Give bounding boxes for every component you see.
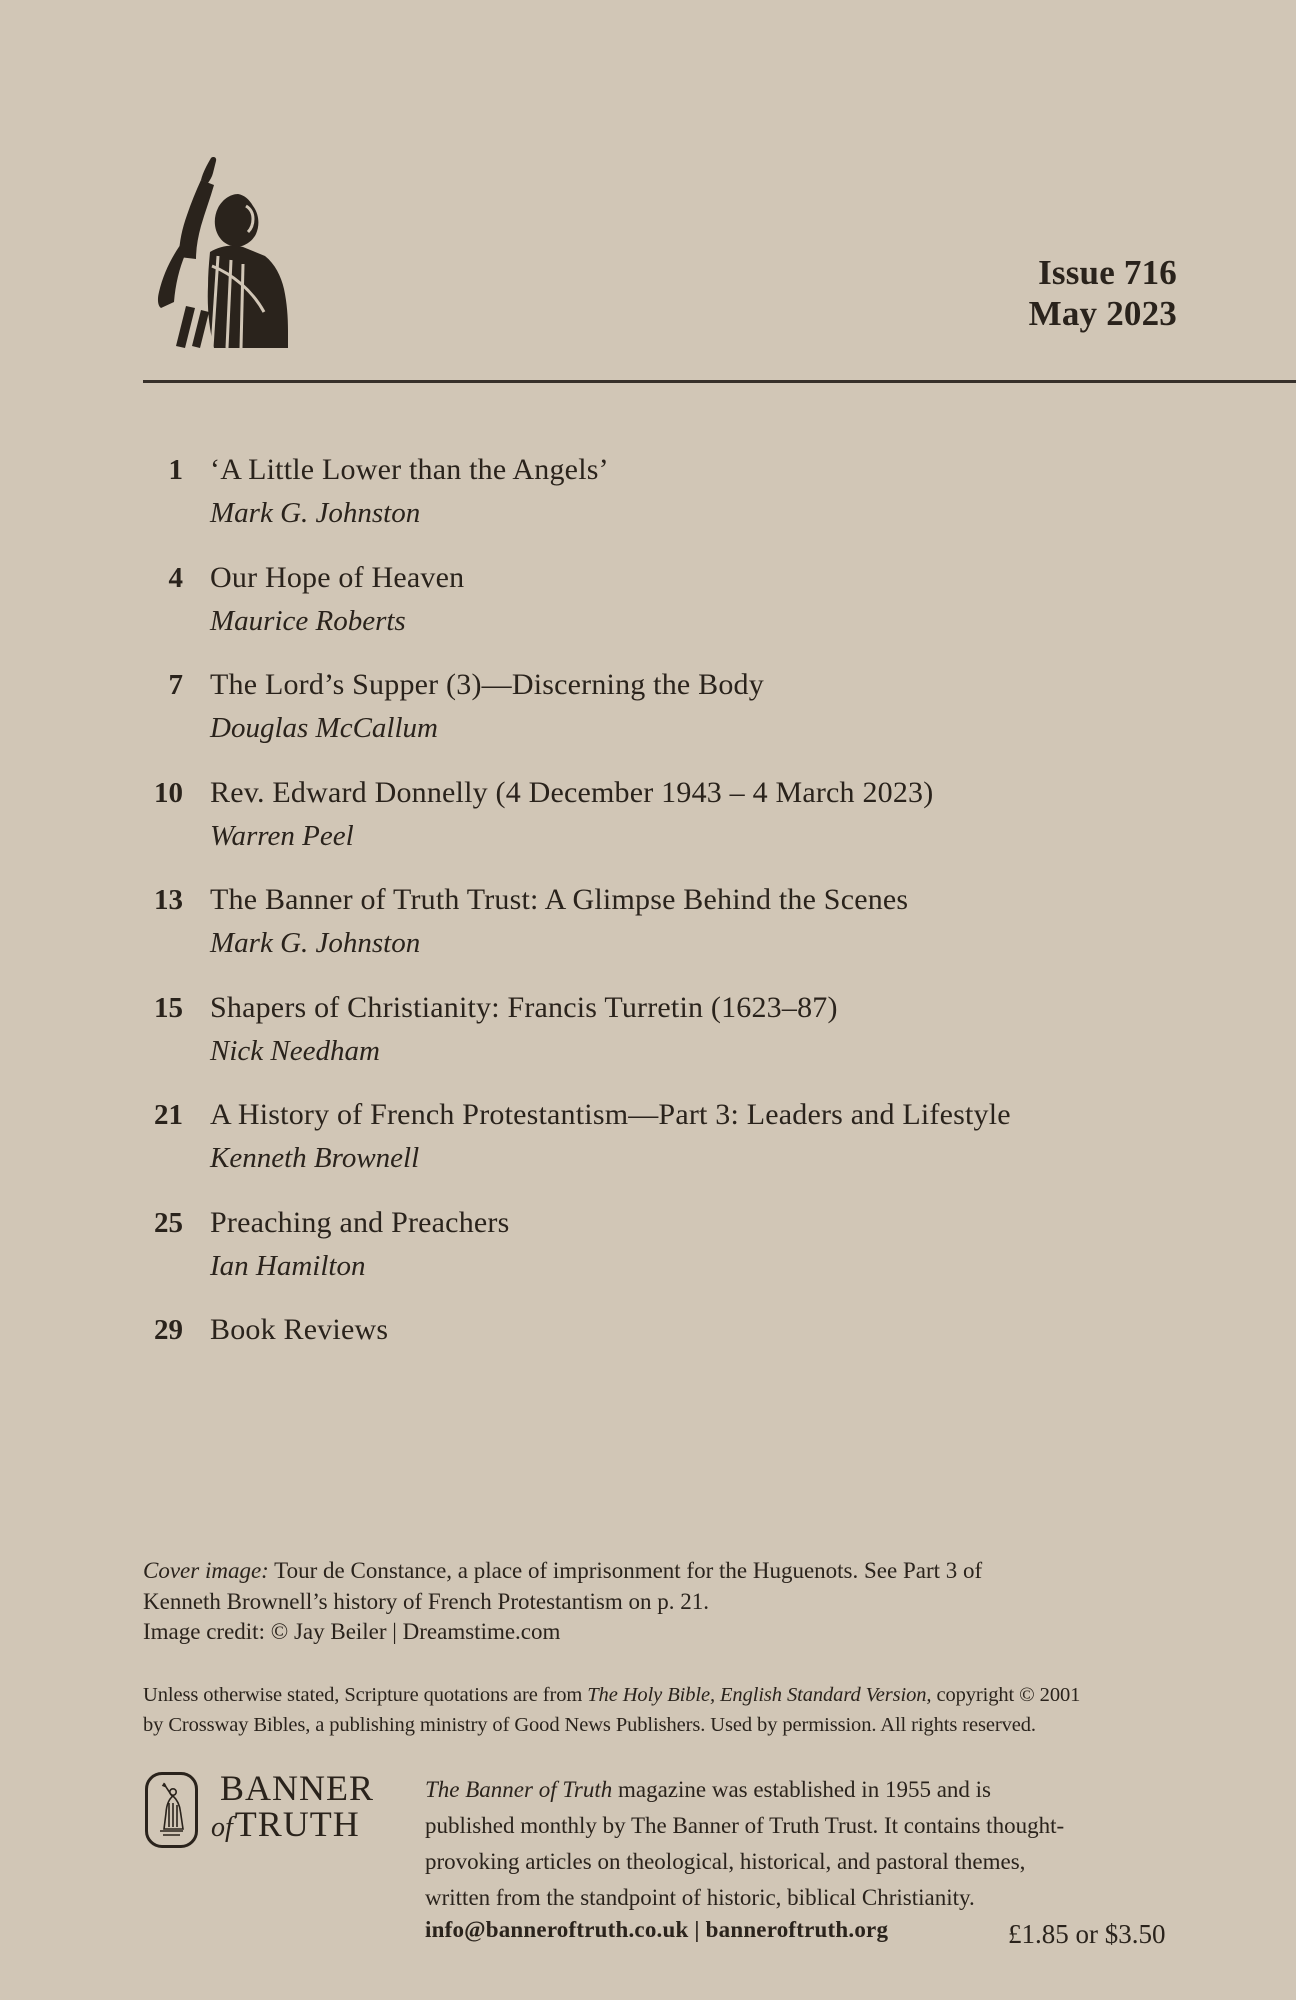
toc-entry xyxy=(0,665,1296,773)
scripture-copyright-note xyxy=(143,1680,1223,1740)
cover-note-credit: Image credit: © Jay Beiler | Dreamstime.com xyxy=(143,1619,561,1644)
toc-title: Preaching and Preachers xyxy=(210,1205,510,1239)
about-line3: provoking articles on theological, historical, and pastoral themes, xyxy=(425,1849,1026,1874)
toc-page-number: 15 xyxy=(154,991,183,1024)
toc-author: Warren Peel xyxy=(210,819,354,852)
toc-entry xyxy=(0,880,1296,988)
toc-entry xyxy=(0,1095,1296,1203)
table-of-contents xyxy=(0,450,1296,1418)
cover-note-line1: Cover image: Tour de Constance, a place of imprisonment for the Huguenots. See Part 3 of xyxy=(143,1558,983,1583)
toc-author: Kenneth Brownell xyxy=(210,1142,420,1174)
cover-image-note xyxy=(143,1556,1203,1648)
toc-title: ‘A Little Lower than the Angels’ xyxy=(210,453,609,486)
toc-page-number: 13 xyxy=(154,884,183,916)
toc-page-number: 29 xyxy=(154,1314,183,1346)
toc-title: Rev. Edward Donnelly (4 December 1943 – 4 March 2023) xyxy=(210,775,934,809)
banner-figure-icon xyxy=(152,156,297,348)
toc-title: Book Reviews xyxy=(210,1313,389,1346)
toc-page-number: 1 xyxy=(168,454,183,486)
toc-title: Shapers of Christianity: Francis Turretin (1623–87) xyxy=(210,990,838,1024)
about-line1: The Banner of Truth magazine was established in 1955 and is xyxy=(425,1777,991,1802)
wordmark-of-truth: ofTRUTH xyxy=(211,1804,360,1844)
issue-header xyxy=(1029,252,1177,334)
toc-author: Maurice Roberts xyxy=(210,604,406,637)
header-divider xyxy=(143,380,1296,383)
toc-title: The Banner of Truth Trust: A Glimpse Behind the Scenes xyxy=(210,883,909,916)
toc-entry xyxy=(0,1310,1296,1418)
toc-author: Nick Needham xyxy=(210,1034,380,1067)
publisher-contact: info@banneroftruth.co.uk | banneroftruth.org xyxy=(425,1917,889,1942)
issue-number: Issue 716 xyxy=(1038,253,1177,292)
toc-page-number: 4 xyxy=(168,561,183,594)
publisher-description xyxy=(425,1772,1125,1916)
toc-entry xyxy=(0,1203,1296,1311)
toc-author: Douglas McCallum xyxy=(210,712,438,744)
publisher-wordmark xyxy=(211,1770,401,1846)
about-line4: written from the standpoint of historic, biblical Christianity. xyxy=(425,1885,975,1910)
scripture-line2: by Crossway Bibles, a publishing ministry of Good News Publishers. Used by permission. All rights reserved. xyxy=(143,1714,1036,1736)
toc-entry xyxy=(0,988,1296,1096)
toc-author: Mark G. Johnston xyxy=(210,927,421,959)
toc-entry xyxy=(0,558,1296,666)
about-line2: published monthly by The Banner of Truth Trust. It contains thought- xyxy=(425,1813,1065,1838)
toc-title: A History of French Protestantism—Part 3: Leaders and Lifestyle xyxy=(210,1098,1011,1131)
toc-entry xyxy=(0,450,1296,558)
toc-title: The Lord’s Supper (3)—Discerning the Body xyxy=(210,668,764,701)
issue-date: May 2023 xyxy=(1028,294,1177,333)
toc-page-number: 7 xyxy=(168,669,183,701)
toc-entry xyxy=(0,773,1296,881)
wordmark-banner: BANNER xyxy=(220,1768,375,1808)
toc-author: Ian Hamilton xyxy=(210,1249,366,1282)
toc-page-number: 21 xyxy=(154,1099,183,1131)
scripture-line1: Unless otherwise stated, Scripture quotations are from The Holy Bible, English Standard Version, copyright © 2001 xyxy=(143,1684,1081,1706)
toc-page-number: 25 xyxy=(154,1206,183,1239)
cover-note-line2: Kenneth Brownell’s history of French Protestantism on p. 21. xyxy=(143,1588,709,1614)
toc-author: Mark G. Johnston xyxy=(210,497,421,529)
publisher-badge-icon xyxy=(145,1772,198,1848)
price-label: £1.85 or $3.50 xyxy=(1008,1919,1166,1949)
toc-page-number: 10 xyxy=(154,776,183,809)
toc-title: Our Hope of Heaven xyxy=(210,560,465,594)
